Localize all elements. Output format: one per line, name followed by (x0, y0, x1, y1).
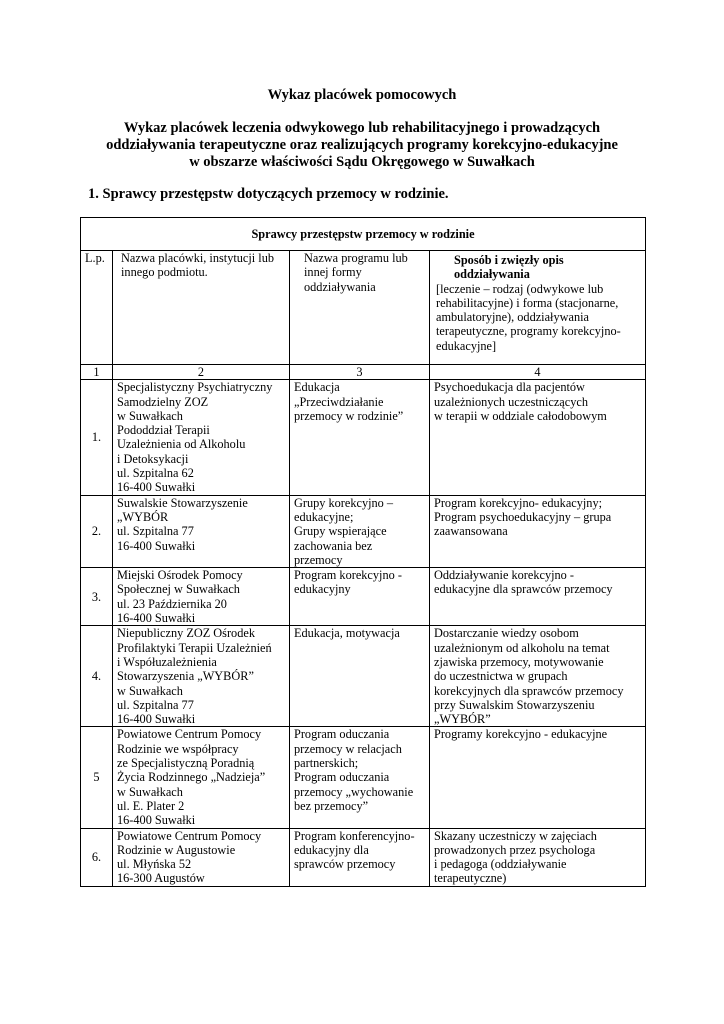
header-facility: Nazwa placówki, instytucji lub innego podmiotu. (113, 251, 290, 365)
program-cell (290, 568, 430, 626)
description-cell-line: uzależnionych uczestniczących (434, 394, 588, 409)
facility-cell-line: ul. Szpitalna 77 (117, 524, 194, 539)
description-cell-line: edukacyjne dla sprawców przemocy (434, 582, 613, 597)
description-cell-line: do uczestnictwa w grupach (434, 669, 568, 684)
program-cell-line: partnerskich; (294, 756, 359, 771)
facility-cell (113, 727, 290, 828)
row-lp: 5 (81, 727, 113, 828)
program-cell-line: Grupy wspierające (294, 524, 387, 539)
table-row (81, 495, 646, 567)
facility-cell-line: Suwalskie Stowarzyszenie (117, 495, 248, 510)
facility-cell-line: Rodzinie we współpracy (117, 741, 239, 756)
facility-cell-line: 16-300 Augustów (117, 871, 205, 886)
description-cell-line: przy Suwalskim Stowarzyszeniu (434, 697, 595, 712)
facility-cell-line: w Suwałkach (117, 683, 183, 698)
description-cell-line: zaawansowana (434, 524, 508, 539)
facility-cell-line: Pododdział Terapii (117, 423, 210, 438)
facility-cell-line: ul. 23 Października 20 (117, 596, 227, 611)
program-cell-line: edukacyjny (294, 582, 351, 597)
program-cell (290, 380, 430, 495)
facility-cell-line: Powiatowe Centrum Pomocy (117, 727, 262, 742)
facility-cell-line: i Współuzależnienia (117, 654, 217, 669)
program-cell-line: przemocy w relacjach (294, 741, 402, 756)
description-cell (430, 828, 646, 886)
facility-cell-line: Powiatowe Centrum Pomocy (117, 828, 262, 843)
table-caption: Sprawcy przestępstw przemocy w rodzinie (81, 218, 646, 251)
facility-cell-line: Uzależnienia od Alkoholu (117, 437, 246, 452)
description-cell-line: uzależnionym od alkoholu na temat (434, 640, 610, 655)
description-cell (430, 380, 646, 495)
facility-cell-line: w Suwałkach (117, 784, 183, 799)
program-cell-line: zachowania bez (294, 538, 373, 553)
program-cell-line: edukacyjne; (294, 509, 354, 524)
description-cell-line: w terapii w oddziale całodobowym (434, 408, 607, 423)
header-description-title: Sposób i zwięzły opis oddziaływania (454, 253, 564, 282)
table-header-row (81, 251, 646, 365)
column-number: 3 (290, 365, 430, 380)
facility-cell-line: 16-400 Suwałki (117, 538, 196, 553)
facility-cell-line: w Suwałkach (117, 408, 183, 423)
facility-cell-line: 16-400 Suwałki (117, 480, 196, 495)
table-row (81, 828, 646, 886)
description-cell-line: i pedagoga (oddziaływanie (434, 857, 567, 872)
program-cell-line: Grupy korekcyjno – (294, 495, 394, 510)
facility-cell-line: 16-400 Suwałki (117, 712, 196, 727)
program-cell-line: Program oduczania (294, 727, 390, 742)
table-row (81, 380, 646, 495)
facility-cell-line: Profilaktyki Terapii Uzależnień (117, 640, 272, 655)
program-cell-line: „Przeciwdziałanie (294, 394, 384, 409)
facility-cell-line: ul. Młyńska 52 (117, 857, 192, 872)
page-title: Wykaz placówek pomocowych (267, 87, 457, 103)
table-row (81, 727, 646, 828)
facility-cell-line: ze Specjalistyczną Poradnią (117, 756, 255, 771)
header-description-note: [leczenie – rodzaj (odwykowe lub rehabilitacyjne) i forma (stacjonarne, ambulatoryjne), oddziaływania terapeutyczne, programy korekcyjno-edukacyjne] (436, 281, 621, 353)
description-cell-line: Psychoedukacja dla pacjentów (434, 380, 585, 395)
facility-cell-line: Społecznej w Suwałkach (117, 582, 240, 597)
description-cell-line: „WYBÓR” (434, 712, 491, 727)
header-lp: L.p. (81, 251, 113, 365)
description-cell (430, 568, 646, 626)
description-cell-line: Program psychoedukacyjny – grupa (434, 509, 612, 524)
row-lp: 1. (81, 380, 113, 495)
facility-cell-line: Życia Rodzinnego „Nadzieja” (117, 770, 266, 785)
description-cell-line: prowadzonych przez psychologa (434, 842, 596, 857)
description-cell-line: Skazany uczestniczy w zajęciach (434, 828, 597, 843)
facility-cell-line: Samodzielny ZOZ (117, 394, 209, 409)
column-number: 4 (430, 365, 646, 380)
row-lp: 2. (81, 495, 113, 567)
program-cell-line: edukacyjny dla (294, 842, 369, 857)
facility-cell (113, 626, 290, 727)
program-cell-line: przemocy „wychowanie (294, 784, 414, 799)
description-cell (430, 727, 646, 828)
table-body (81, 380, 646, 886)
column-number: 2 (113, 365, 290, 380)
table-row (81, 568, 646, 626)
facility-cell (113, 568, 290, 626)
description-cell-line: Programy korekcyjno - edukacyjne (434, 727, 608, 742)
program-cell-line: Edukacja (294, 380, 340, 395)
program-cell-line: Program konferencyjno- (294, 828, 415, 843)
program-cell-line: sprawców przemocy (294, 857, 396, 872)
program-cell (290, 495, 430, 567)
facility-cell-line: ul. Szpitalna 62 (117, 466, 194, 481)
facility-cell-line: 16-400 Suwałki (117, 611, 196, 626)
table-row (81, 626, 646, 727)
program-cell (290, 727, 430, 828)
facility-cell-line: Specjalistyczny Psychiatryczny (117, 380, 273, 395)
description-cell (430, 495, 646, 567)
subtitle-line: w obszarze właściwości Sądu Okręgowego w Suwałkach (189, 154, 535, 170)
subtitle-line: oddziaływania terapeutyczne oraz realizujących programy korekcyjno-edukacyjne (106, 137, 618, 153)
facility-cell-line: Stowarzyszenia „WYBÓR” (117, 669, 254, 684)
description-cell-line: korekcyjnych dla sprawców przemocy (434, 683, 624, 698)
column-number: 1 (81, 365, 113, 380)
description-cell-line: Program korekcyjno- edukacyjny; (434, 495, 603, 510)
facility-cell-line: ul. E. Plater 2 (117, 798, 185, 813)
facility-cell (113, 495, 290, 567)
program-cell-line: bez przemocy” (294, 798, 369, 813)
document-subtitle (60, 120, 664, 171)
subtitle-line: Wykaz placówek leczenia odwykowego lub rehabilitacyjnego i prowadzących (123, 120, 601, 136)
description-cell-line: Oddziaływanie korekcyjno - (434, 568, 574, 583)
program-cell-line: przemocy w rodzinie” (294, 408, 404, 423)
facility-cell-line: ul. Szpitalna 77 (117, 697, 194, 712)
description-cell-line: Dostarczanie wiedzy osobom (434, 626, 579, 641)
program-cell-line: Program oduczania (294, 770, 390, 785)
facility-cell-line: Miejski Ośrodek Pomocy (117, 568, 243, 583)
facility-cell (113, 380, 290, 495)
program-cell (290, 828, 430, 886)
description-cell-line: terapeutyczne) (434, 871, 507, 886)
header-program: Nazwa programu lub innej formy oddziaływania (290, 251, 430, 365)
row-lp: 3. (81, 568, 113, 626)
program-cell (290, 626, 430, 727)
facility-cell-line: Niepubliczny ZOZ Ośrodek (117, 626, 255, 641)
facility-cell-line: „WYBÓR (117, 509, 169, 524)
facility-cell-line: i Detoksykacji (117, 451, 189, 466)
description-cell-line: zjawiska przemocy, motywowanie (434, 654, 604, 669)
row-lp: 6. (81, 828, 113, 886)
program-cell-line: Edukacja, motywacja (294, 626, 400, 641)
facility-cell-line: 16-400 Suwałki (117, 813, 196, 828)
facilities-table (80, 217, 646, 887)
row-lp: 4. (81, 626, 113, 727)
table-caption-row (81, 218, 646, 251)
section-heading: 1. Sprawcy przestępstw dotyczących przemocy w rodzinie. (88, 186, 449, 202)
program-cell-line: przemocy (294, 552, 343, 567)
facility-cell-line: Rodzinie w Augustowie (117, 842, 236, 857)
description-cell (430, 626, 646, 727)
facility-cell (113, 828, 290, 886)
column-number-row (81, 365, 646, 380)
header-description (430, 251, 646, 365)
program-cell-line: Program korekcyjno - (294, 568, 402, 583)
